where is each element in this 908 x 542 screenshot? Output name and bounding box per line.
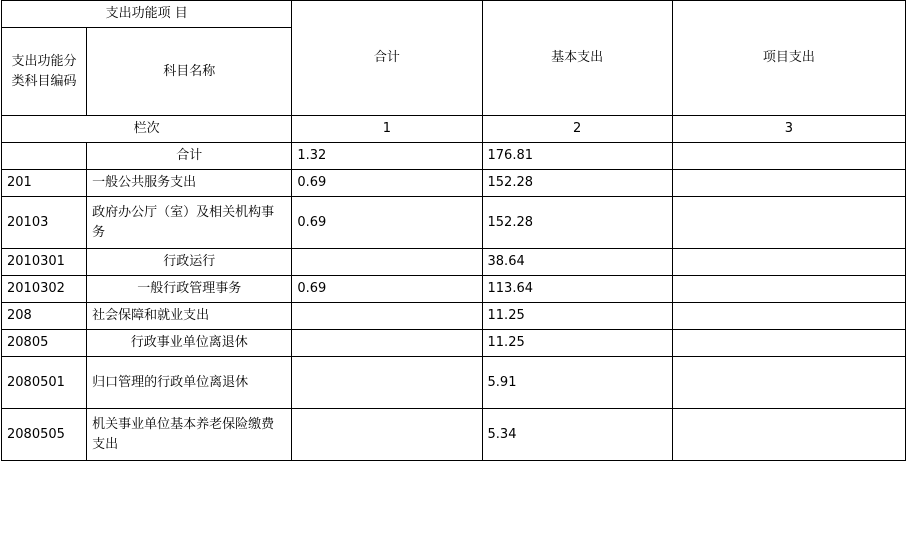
- table-row: [2, 330, 906, 357]
- cell-total: 1.32: [292, 143, 482, 170]
- cell-function-code: 20103: [2, 197, 87, 249]
- cell-basic-expenditure: 11.25: [482, 330, 672, 357]
- table-row: [2, 409, 906, 461]
- cell-total: 0.69: [292, 276, 482, 303]
- cell-function-code: 208: [2, 303, 87, 330]
- cell-subject-name: 行政事业单位离退休: [87, 330, 292, 357]
- cell-basic-expenditure: 5.91: [482, 357, 672, 409]
- column-index-label: 栏次: [2, 116, 292, 143]
- header-row-top: [2, 1, 906, 28]
- expenditure-function-table: [1, 0, 906, 461]
- cell-basic-expenditure: 176.81: [482, 143, 672, 170]
- cell-subject-name: 一般公共服务支出: [87, 170, 292, 197]
- cell-project-expenditure: [672, 409, 905, 461]
- cell-project-expenditure: [672, 276, 905, 303]
- cell-function-code: 2010301: [2, 249, 87, 276]
- cell-total: [292, 303, 482, 330]
- cell-total: [292, 409, 482, 461]
- cell-subject-name: 社会保障和就业支出: [87, 303, 292, 330]
- cell-basic-expenditure: 152.28: [482, 197, 672, 249]
- cell-project-expenditure: [672, 143, 905, 170]
- cell-subject-name: 政府办公厅（室）及相关机构事务: [87, 197, 292, 249]
- cell-subject-name: 归口管理的行政单位离退休: [87, 357, 292, 409]
- table-row: [2, 170, 906, 197]
- cell-function-code: 20805: [2, 330, 87, 357]
- cell-total: [292, 330, 482, 357]
- header-basic-expenditure: 基本支出: [482, 1, 672, 116]
- table-row: [2, 276, 906, 303]
- cell-function-code: [2, 143, 87, 170]
- table-row: [2, 249, 906, 276]
- cell-subject-name: 一般行政管理事务: [87, 276, 292, 303]
- cell-total: 0.69: [292, 170, 482, 197]
- cell-project-expenditure: [672, 249, 905, 276]
- header-function-class-code: 支出功能分类科目编码: [2, 28, 87, 116]
- cell-function-code: 2080505: [2, 409, 87, 461]
- table-body: [2, 1, 906, 461]
- column-index-2: 2: [482, 116, 672, 143]
- cell-total: [292, 249, 482, 276]
- cell-function-code: 201: [2, 170, 87, 197]
- table-row: [2, 197, 906, 249]
- column-index-3: 3: [672, 116, 905, 143]
- cell-project-expenditure: [672, 330, 905, 357]
- header-row-column-index: [2, 116, 906, 143]
- header-subject-name: 科目名称: [87, 28, 292, 116]
- cell-total: [292, 357, 482, 409]
- cell-subject-name: 行政运行: [87, 249, 292, 276]
- column-index-1: 1: [292, 116, 482, 143]
- cell-basic-expenditure: 38.64: [482, 249, 672, 276]
- cell-basic-expenditure: 11.25: [482, 303, 672, 330]
- table-row: [2, 143, 906, 170]
- header-project-expenditure: 项目支出: [672, 1, 905, 116]
- cell-function-code: 2010302: [2, 276, 87, 303]
- cell-basic-expenditure: 113.64: [482, 276, 672, 303]
- cell-total: 0.69: [292, 197, 482, 249]
- cell-project-expenditure: [672, 170, 905, 197]
- cell-function-code: 2080501: [2, 357, 87, 409]
- cell-subject-name: 合计: [87, 143, 292, 170]
- cell-project-expenditure: [672, 357, 905, 409]
- table-row: [2, 357, 906, 409]
- cell-basic-expenditure: 5.34: [482, 409, 672, 461]
- cell-basic-expenditure: 152.28: [482, 170, 672, 197]
- cell-subject-name: 机关事业单位基本养老保险缴费支出: [87, 409, 292, 461]
- header-total: 合计: [292, 1, 482, 116]
- cell-project-expenditure: [672, 197, 905, 249]
- header-expenditure-function-item: 支出功能项 目: [2, 1, 292, 28]
- cell-project-expenditure: [672, 303, 905, 330]
- table-row: [2, 303, 906, 330]
